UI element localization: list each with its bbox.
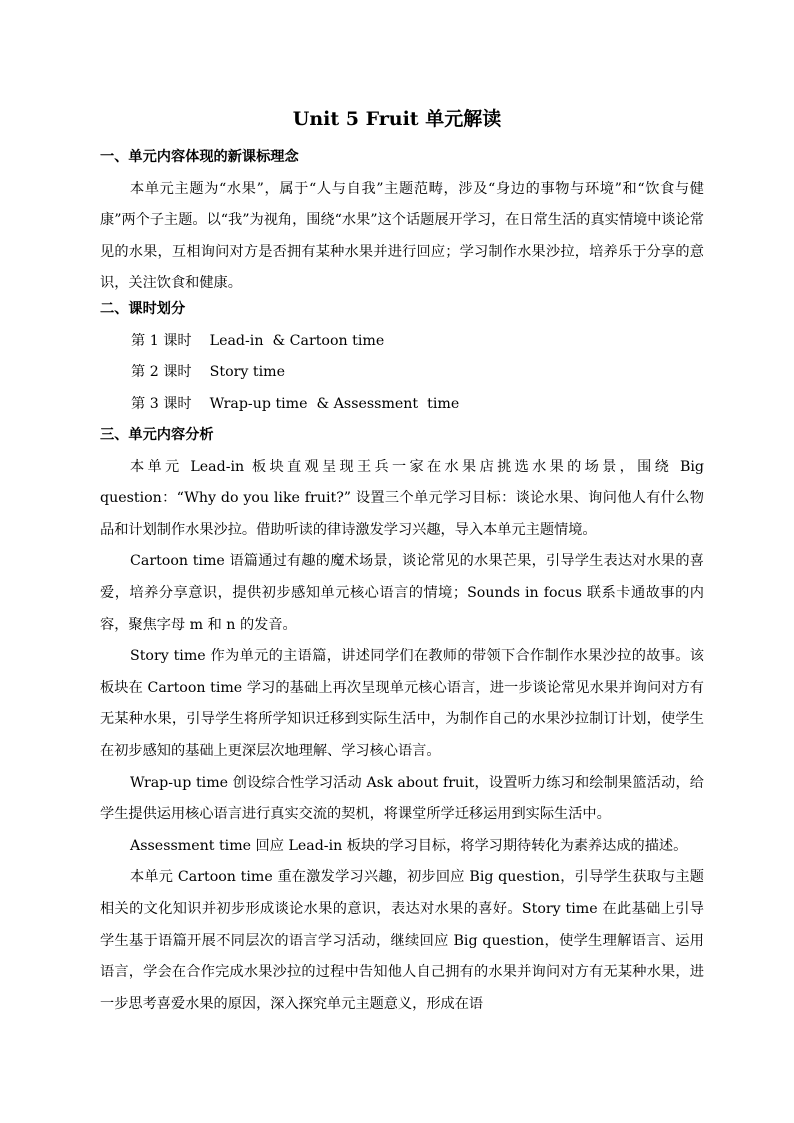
section-3-paragraph-3: Story time 作为单元的主语篇，讲述同学们在教师的带领下合作制作水果沙拉的故事。该板块在 Cartoon time 学习的基础上再次呈现单元核心语言，进一步谈论常见水果并询问对方有无某种水果，引导学生将所学知识迁移到实际生活中，为制作自己的水果沙拉制订计划，使学生在初步感知的基础上更深层次地理解、学习核心语言。	[100, 648, 704, 759]
section-3-paragraph-1: 本单元 Lead-in 板块直观呈现王兵一家在水果店挑选水果的场景，围绕 Big question：“Why do you like fruit?” 设置三个单元学习目标：谈论水果、询问他人有什么物品和计划制作水果沙拉。借助听读的律诗激发学习兴趣，导入本单元主题情境。	[100, 458, 704, 538]
lesson-2: 第 2 课时 Story time	[131, 364, 286, 381]
section-3	[100, 420, 704, 1020]
document-title: Unit 5 Fruit 单元解读	[292, 108, 502, 130]
lesson-1: 第 1 课时 Lead-in & Cartoon time	[131, 332, 385, 349]
section-1-heading: 一、单元内容体现的新课标理念	[100, 149, 299, 165]
section-3-paragraph-5: Assessment time 回应 Lead-in 板块的学习目标，将学习期待转化为素养达成的描述。	[130, 837, 688, 854]
section-2-heading: 二、课时划分	[100, 301, 186, 317]
lesson-3: 第 3 课时 Wrap-up time & Assessment time	[131, 395, 460, 412]
section-3-paragraph-6: 本单元 Cartoon time 重在激发学习兴趣，初步回应 Big question，引导学生获取与主题相关的文化知识并初步形成谈论水果的意识，表达对水果的喜好。Story time 在此基础上引导学生基于语篇开展不同层次的语言学习活动，继续回应 Big question，使学生理解语言、运用语言，学会在合作完成水果沙拉的过程中告知他人自己拥有的水果并询问对方有无某种水果，进一步思考喜爱水果的原因，深入探究单元主题意义，形成在语	[100, 869, 704, 1012]
section-1-paragraph: 本单元主题为“水果”，属于“人与自我”主题范畴，涉及“身边的事物与环境”和“饮食与健康”两个子主题。以“我”为视角，围绕“水果”这个话题展开学习，在日常生活的真实情境中谈论常见的水果，互相询问对方是否拥有某种水果并进行回应；学习制作水果沙拉，培养乐于分享的意识，关注饮食和健康。	[100, 180, 704, 292]
section-2	[100, 294, 704, 420]
section-3-paragraph-4: Wrap-up time 创设综合性学习活动 Ask about fruit，设置听力练习和绘制果篮活动，给学生提供运用核心语言进行真实交流的契机，将课堂所学迁移运用到实际生活中。	[100, 774, 704, 823]
section-3-paragraph-2: Cartoon time 语篇通过有趣的魔术场景，谈论常见的水果芒果，引导学生表达对水果的喜爱，培养分享意识，提供初步感知单元核心语言的情境；Sounds in focus 联系卡通故事的内容，聚焦字母 m 和 n 的发音。	[100, 553, 704, 633]
section-3-heading: 三、单元内容分析	[100, 427, 214, 443]
section-1	[100, 142, 704, 300]
